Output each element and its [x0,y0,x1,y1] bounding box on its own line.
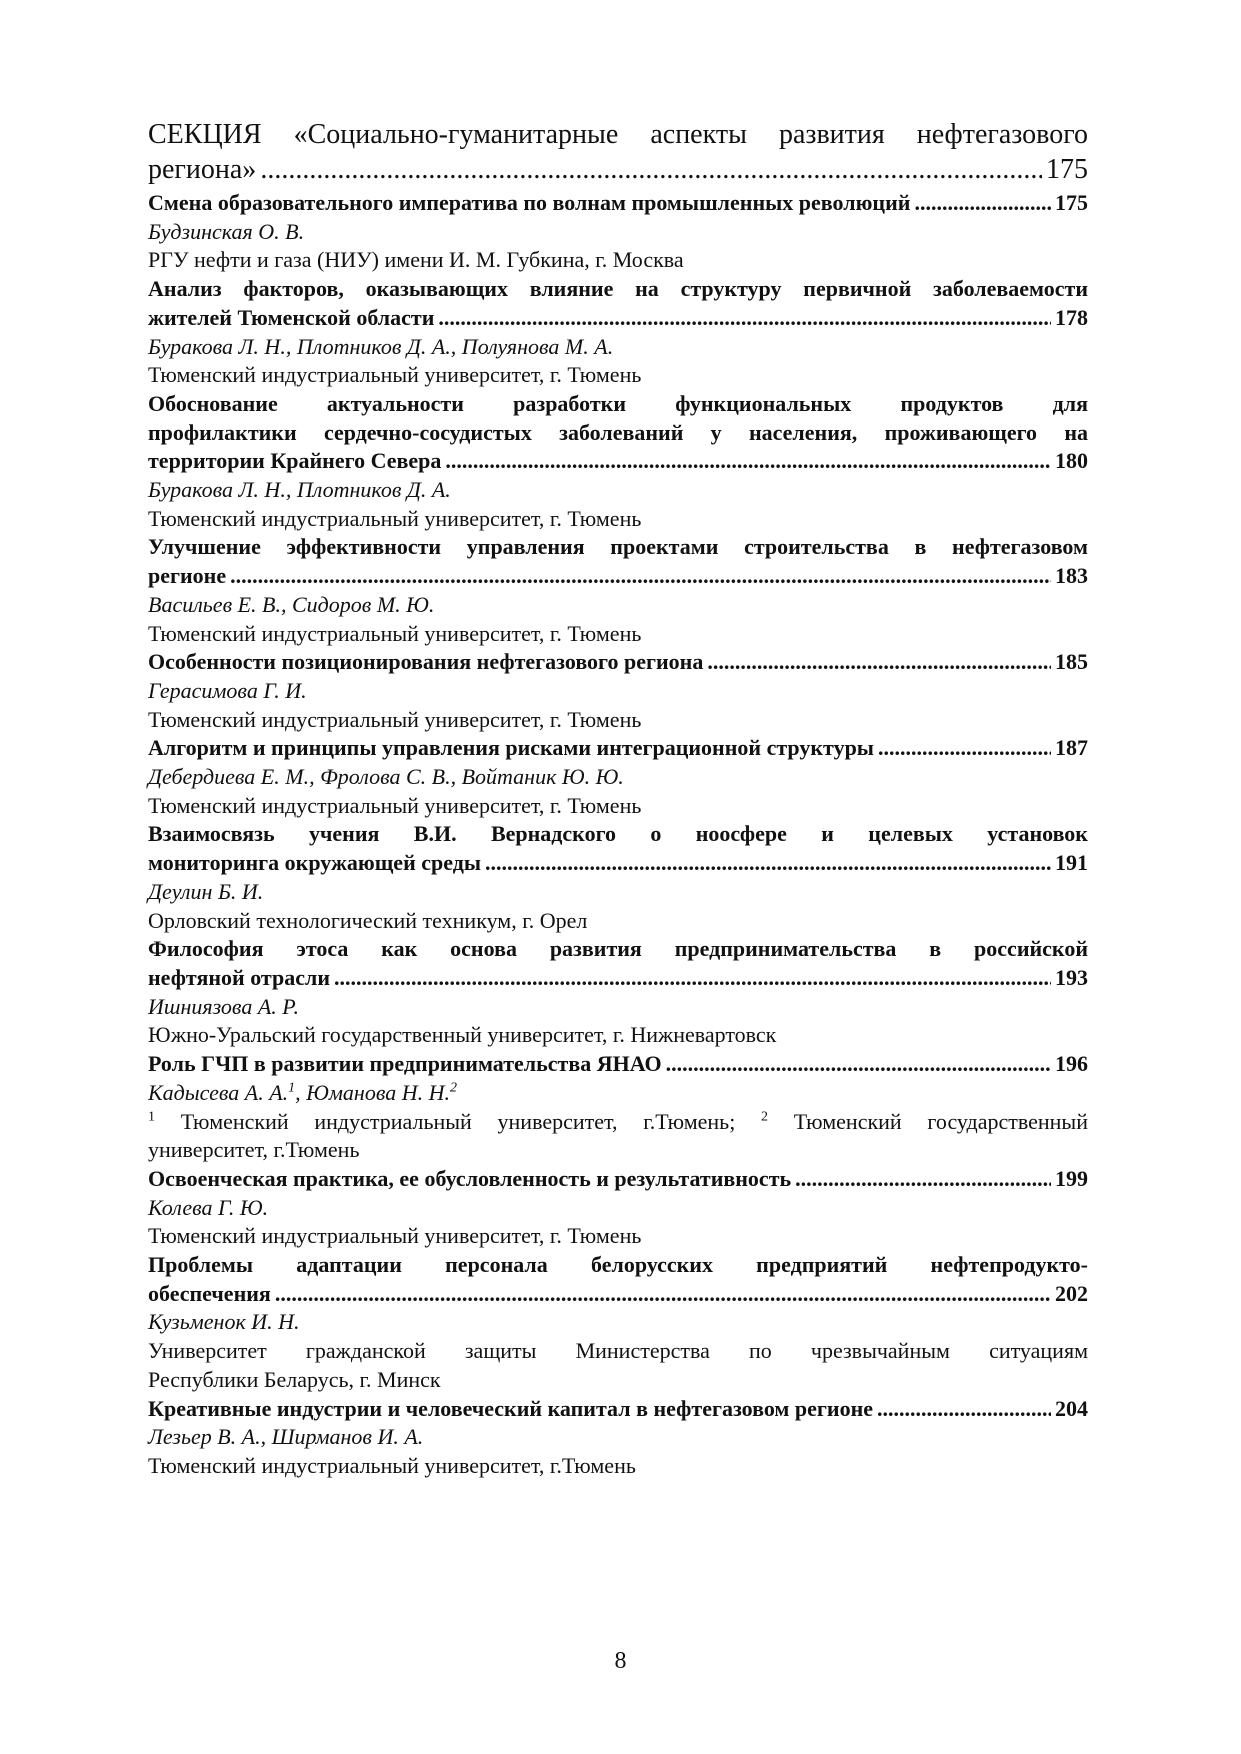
entry-title[interactable] [148,648,1088,677]
entry-authors: Дебердиева Е. М., Фролова С. В., Войтаник Ю. Ю. [148,764,624,790]
entry-page-number: 202 [1055,1280,1088,1306]
author-name: , Юманова Н. Н. [295,1079,450,1105]
entry-authors: Буракова Л. Н., Плотников Д. А. [148,477,451,503]
entry-title-text: Креативные индустрии и человеческий капитал в нефтегазовом регионе [148,1395,874,1421]
entry-page-number: 196 [1055,1051,1088,1077]
entry-page-number: 191 [1055,850,1088,876]
entry-title-last-line [148,1050,1088,1079]
entry-organization: Тюменский индустриальный университет, г. Тюмень [148,505,642,531]
section-heading: СЕКЦИЯ «Социально-гуманитарные аспекты развития нефтегазового [148,119,1088,150]
entry-page-number: 180 [1055,448,1088,474]
entry-title-last-line [148,1395,1088,1424]
leader-dots [260,153,1042,187]
entry-organization: Тюменский индустриальный университет, г. Тюмень [148,362,642,388]
entry-authors: Буракова Л. Н., Плотников Д. А., Полуянова М. А. [148,333,614,359]
entry-authors: Колева Г. Ю. [148,1194,269,1220]
affiliation-marker: 1 [288,1080,296,1096]
entry-title-text: мониторинга окружающей среды [148,850,482,876]
entry-title-last-line [148,189,1088,218]
affiliation-marker: 2 [450,1080,457,1096]
entry-title[interactable] [148,533,1088,590]
entry-title-last-line [148,447,1088,476]
entry-title-text: регионе [148,563,227,589]
entry-title-text: жителей Тюменской области [148,304,435,330]
entry-title-text: нефтяной отрасли [148,964,331,990]
toc-entry [148,935,1088,1050]
entry-title-text: Освоенческая практика, ее обусловленность и результативность [148,1165,792,1191]
entry-page-number: 187 [1055,735,1088,761]
entry-organization: Университет гражданской защиты Министерства по чрезвычайным ситуациям [148,1338,1088,1364]
organization-name: Тюменский индустриальный университет, г.Тюмень; [155,1108,762,1134]
entry-authors: Деулин Б. И. [148,878,264,904]
entry-authors: Герасимова Г. И. [148,677,307,703]
entry-page-number: 193 [1055,964,1088,990]
entry-list [148,189,1088,1481]
entry-title-line: Философия этоса как основа развития предпринимательства в российской [148,936,1088,962]
author-name: Кадысева А. А. [148,1079,289,1105]
entry-title-text: Роль ГЧП в развитии предпринимательства ЯНАО [148,1051,662,1077]
entry-organization: Южно-Уральский государственный университет, г. Нижневартовск [148,1022,777,1048]
entry-title[interactable] [148,275,1088,332]
entry-page-number: 204 [1055,1395,1088,1421]
toc-entry [148,533,1088,648]
leader-dots [230,562,1051,591]
entry-title-text: Особенности позиционирования нефтегазового региона [148,649,704,675]
leader-dots [438,304,1051,333]
section-page-number: 175 [1046,154,1088,185]
section-heading-line2 [148,153,1088,187]
entry-title-last-line [148,734,1088,763]
entry-title-last-line [148,562,1088,591]
entry-title[interactable] [148,1251,1088,1308]
entry-authors: Васильев Е. В., Сидоров М. Ю. [148,591,435,617]
entry-title-line: Проблемы адаптации персонала белорусских предприятий нефтепродукто- [148,1252,1088,1278]
entry-title[interactable] [148,1050,1088,1079]
toc-entry [148,189,1088,275]
leader-dots [275,1280,1051,1309]
leader-dots [878,734,1051,763]
entry-organization-line2: университет, г.Тюмень [148,1137,360,1163]
entry-organization: Тюменский индустриальный университет, г. Тюмень [148,620,642,646]
entry-page-number: 183 [1055,563,1088,589]
entry-title-text: Смена образовательного императива по волнам промышленных революций [148,190,911,215]
entry-title-last-line [148,304,1088,333]
entry-title-line: Анализ факторов, оказывающих влияние на структуру первичной заболеваемости [148,276,1088,302]
toc-entry [148,275,1088,390]
entry-authors: Ишниязова А. Р. [148,993,300,1019]
entry-authors: Кузьменок И. Н. [148,1309,300,1335]
entry-organization: Тюменский индустриальный университет, г. Тюмень [148,706,642,732]
leader-dots [666,1050,1051,1079]
entry-title[interactable] [148,820,1088,877]
entry-organization: Тюменский индустриальный университет, г. Тюмень [148,1223,642,1249]
entry-title-last-line [148,648,1088,677]
leader-dots [334,964,1051,993]
entry-authors [148,1079,1088,1108]
toc-entry [148,734,1088,820]
table-of-contents [148,118,1088,1481]
entry-title-text: Алгоритм и принципы управления рисками интеграционной структуры [148,735,874,761]
entry-title[interactable] [148,734,1088,763]
entry-organization: РГУ нефти и газа (НИУ) имени И. М. Губкина, г. Москва [148,247,684,273]
entry-title-line: Улучшение эффективности управления проектами строительства в нефтегазовом [148,534,1088,560]
toc-entry [148,1165,1088,1251]
entry-title[interactable] [148,1395,1088,1424]
entry-page-number: 185 [1055,649,1088,675]
leader-dots [485,849,1051,878]
toc-entry [148,1050,1088,1165]
entry-title-line: профилактики сердечно-сосудистых заболеваний у населения, проживающего на [148,419,1088,445]
leader-dots [707,648,1051,677]
entry-title-last-line [148,1280,1088,1309]
toc-entry [148,1395,1088,1481]
affiliation-marker: 1 [148,1109,155,1125]
entry-organization-line2: Республики Беларусь, г. Минск [148,1366,441,1392]
entry-title[interactable] [148,390,1088,476]
leader-dots [914,189,1051,218]
leader-dots [445,447,1051,476]
toc-entry [148,1251,1088,1395]
entry-title[interactable] [148,189,1088,218]
entry-organization [148,1108,1088,1137]
entry-title-line: Взаимосвязь учения В.И. Вернадского о ноосфере и целевых установок [148,821,1088,847]
toc-entry [148,390,1088,534]
entry-page-number: 175 [1055,190,1088,215]
entry-title-text: обеспечения [148,1280,271,1306]
entry-organization: Тюменский индустриальный университет, г. Тюмень [148,792,642,818]
entry-title[interactable] [148,935,1088,992]
affiliation-marker: 2 [761,1109,769,1125]
entry-title-line: Обоснование актуальности разработки функциональных продуктов для [148,390,1088,416]
entry-title-last-line [148,964,1088,993]
page-number: 8 [614,1648,627,1674]
entry-title-last-line [148,849,1088,878]
section-heading-tail: региона» [148,154,257,185]
organization-name: Тюменский государственный [768,1108,1088,1134]
toc-entry [148,648,1088,734]
entry-authors: Будзинская О. В. [148,218,305,244]
entry-title[interactable] [148,1165,1088,1194]
entry-page-number: 178 [1055,304,1088,330]
entry-title-text: территории Крайнего Севера [148,448,442,474]
entry-page-number: 199 [1055,1165,1088,1191]
toc-entry [148,820,1088,935]
leader-dots [877,1395,1051,1424]
entry-organization: Тюменский индустриальный университет, г.Тюмень [148,1452,636,1478]
entry-title-last-line [148,1165,1088,1194]
leader-dots [795,1165,1051,1194]
entry-authors: Лезьер В. А., Ширманов И. А. [148,1424,424,1450]
entry-organization: Орловский технологический техникум, г. Орел [148,907,588,933]
